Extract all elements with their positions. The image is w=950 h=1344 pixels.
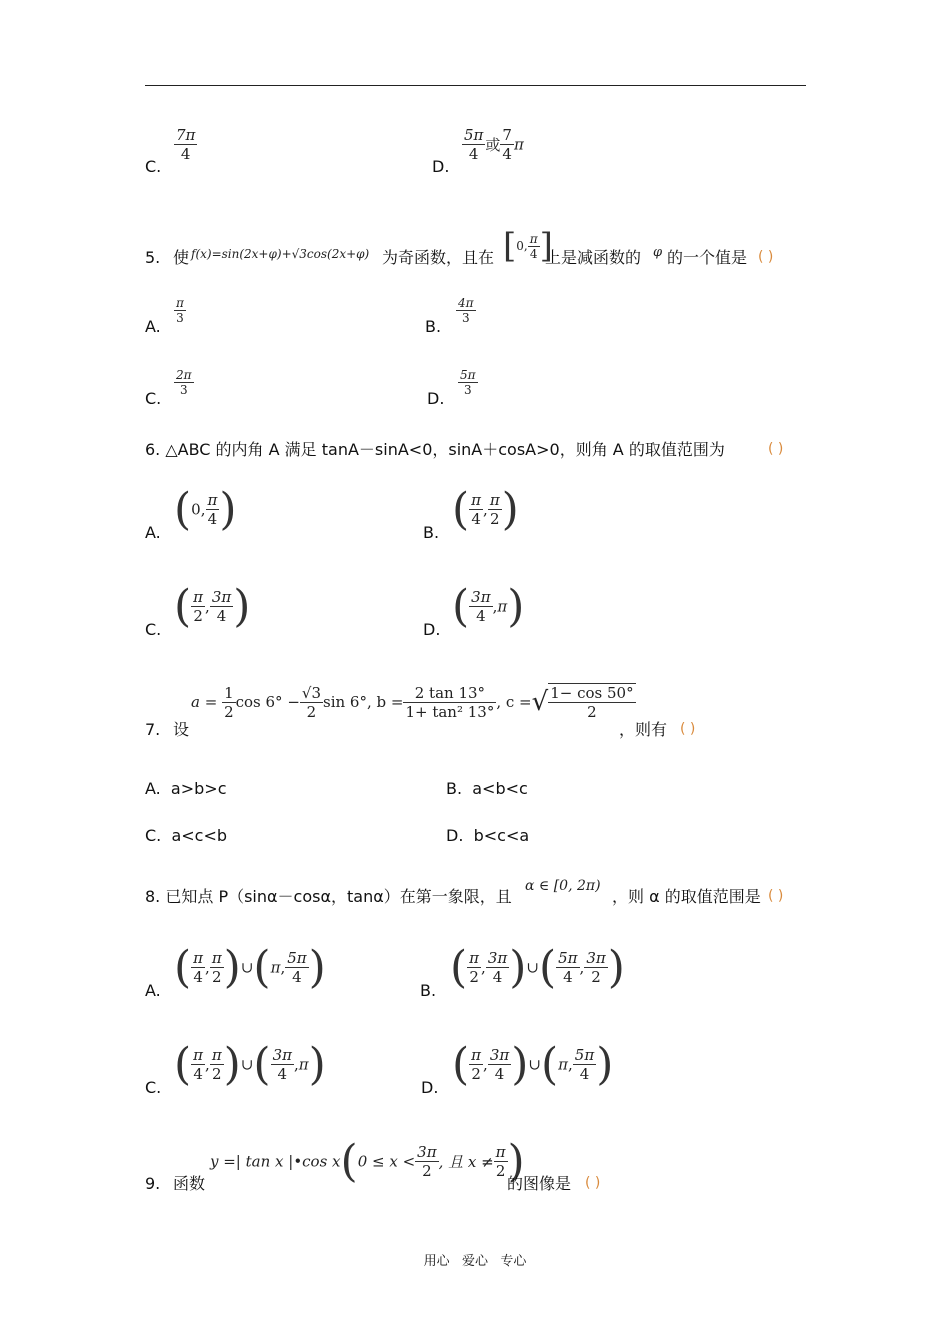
q5-text-post: 的一个值是 bbox=[667, 248, 748, 267]
q8-option-d-label: D. bbox=[421, 1078, 439, 1097]
q8-option-b-value: ( $\frac{\pi}{2}$ , $\frac{3\pi}{4}$ )∪( $\frac{5\pi}{4}$ , $\frac{3\pi}{2}$ ) bbox=[450, 942, 625, 993]
q5-option-b-label: B. bbox=[425, 317, 442, 336]
q9-text-post: 的图像是 bbox=[507, 1174, 572, 1193]
q5-interval: [0, $\frac{\pi}{4}$ ] bbox=[503, 226, 553, 266]
q5-text-pre: 使 bbox=[173, 248, 190, 267]
q4-option-c-label: C. bbox=[145, 157, 162, 176]
q5-option-d-value: $\frac{5\pi}{3}$ bbox=[460, 368, 476, 397]
q5-number: 5. bbox=[145, 248, 161, 267]
q8-option-d-value: ( $\frac{\pi}{2}$ , $\frac{3\pi}{4}$ )∪(π, $\frac{5\pi}{4}$ ) bbox=[452, 1039, 614, 1090]
q4-option-d-label: D. bbox=[432, 157, 450, 176]
q6-option-c-label: C. bbox=[145, 620, 162, 639]
q8-alpha-condition: α ∈ [0, 2π) bbox=[525, 878, 601, 894]
q5-option-b-value: $\frac{4\pi}{3}$ bbox=[458, 296, 474, 325]
q6-option-d-label: D. bbox=[423, 620, 441, 639]
q5-option-c-value: $\frac{2\pi}{3}$ bbox=[176, 368, 192, 397]
q8-option-c-value: ( $\frac{\pi}{4}$ , $\frac{\pi}{2}$ )∪( $\frac{3\pi}{4}$ ,π) bbox=[174, 1039, 326, 1090]
q6-option-a-label: A. bbox=[145, 523, 161, 542]
q9-text-pre: 函数 bbox=[173, 1174, 206, 1193]
q5-option-a-value: $\frac{\pi}{3}$ bbox=[176, 296, 184, 325]
header-rule bbox=[145, 85, 806, 86]
q7-option-b: B. a<b<c bbox=[446, 779, 528, 798]
q8-option-c-label: C. bbox=[145, 1078, 162, 1097]
q6-option-a-value: (0, $\frac{\pi}{4}$ ) bbox=[174, 484, 237, 535]
q5-text-mid: 为奇函数，且在 bbox=[382, 248, 495, 267]
q7-text-pre: 设 bbox=[173, 720, 190, 739]
q8-option-b-label: B. bbox=[420, 981, 437, 1000]
q4-option-c-value: $\frac{7\pi}{4}$ bbox=[176, 126, 196, 163]
q7-option-c: C. a<c<b bbox=[145, 826, 228, 845]
q6-stem: 6. △ABC 的内角 A 满足 tanA－sinA<0，sinA＋cosA>0，则角 A 的取值范围为 bbox=[145, 440, 725, 459]
q9-number: 9. bbox=[145, 1174, 161, 1193]
q8-option-a-label: A. bbox=[145, 981, 161, 1000]
q6-option-c-value: ( $\frac{\pi}{2}$ , $\frac{3\pi}{4}$ ) bbox=[174, 581, 251, 632]
q5-text-mid2: 上是减函数的 bbox=[545, 248, 642, 267]
q5-option-a-label: A. bbox=[145, 317, 161, 336]
q4-option-d-value: $\frac{5\pi}{4}$ 或 $\frac{7}{4}$ π bbox=[464, 126, 524, 163]
q5-formula: f(x)=sin(2x+φ)+√3cos(2x+φ) bbox=[191, 247, 370, 261]
q9-answer-paren: ( ) bbox=[585, 1175, 601, 1191]
q6-option-b-label: B. bbox=[423, 523, 440, 542]
page-footer: 用心 爱心 专心 bbox=[423, 1254, 527, 1269]
q9-formula: y =| tan x |•cos x(0 ≤ x < $\frac{3\pi}{2}$ , 且 x ≠ $\frac{\pi}{2}$ ) bbox=[210, 1136, 525, 1187]
q5-phi: φ bbox=[653, 245, 663, 260]
q7-text-post: ，则有 bbox=[619, 720, 668, 739]
q8-stem-post: ，则 α 的取值范围是 bbox=[612, 887, 761, 906]
q7-option-a: A. a>b>c bbox=[145, 779, 227, 798]
q7-option-d: D. b<c<a bbox=[446, 826, 530, 845]
q6-option-b-value: ( $\frac{\pi}{4}$ , $\frac{\pi}{2}$ ) bbox=[452, 484, 519, 535]
q5-answer-paren: ( ) bbox=[758, 249, 774, 265]
q8-option-a-value: ( $\frac{\pi}{4}$ , $\frac{\pi}{2}$ )∪(π, $\frac{5\pi}{4}$ ) bbox=[174, 942, 326, 993]
q7-answer-paren: ( ) bbox=[680, 721, 696, 737]
q5-option-c-label: C. bbox=[145, 389, 162, 408]
q8-stem-pre: 8. 已知点 P（sinα－cosα，tanα）在第一象限，且 bbox=[145, 887, 512, 906]
q6-answer-paren: ( ) bbox=[768, 441, 784, 457]
q7-number: 7. bbox=[145, 720, 161, 739]
q5-option-d-label: D. bbox=[427, 389, 445, 408]
q6-option-d-value: ( $\frac{3\pi}{4}$ ,π) bbox=[452, 581, 525, 632]
q7-formula: a = $\frac{1}{2}$ cos 6° − $\frac{√3}{2}$ sin 6°, b = $\frac{2 \tan 13^\circ}{\text{1+ tan² 13°}}$ , c =√ $\frac{1- \cos 50^\circ}{2}$ bbox=[191, 683, 634, 721]
q8-answer-paren: ( ) bbox=[768, 888, 784, 904]
